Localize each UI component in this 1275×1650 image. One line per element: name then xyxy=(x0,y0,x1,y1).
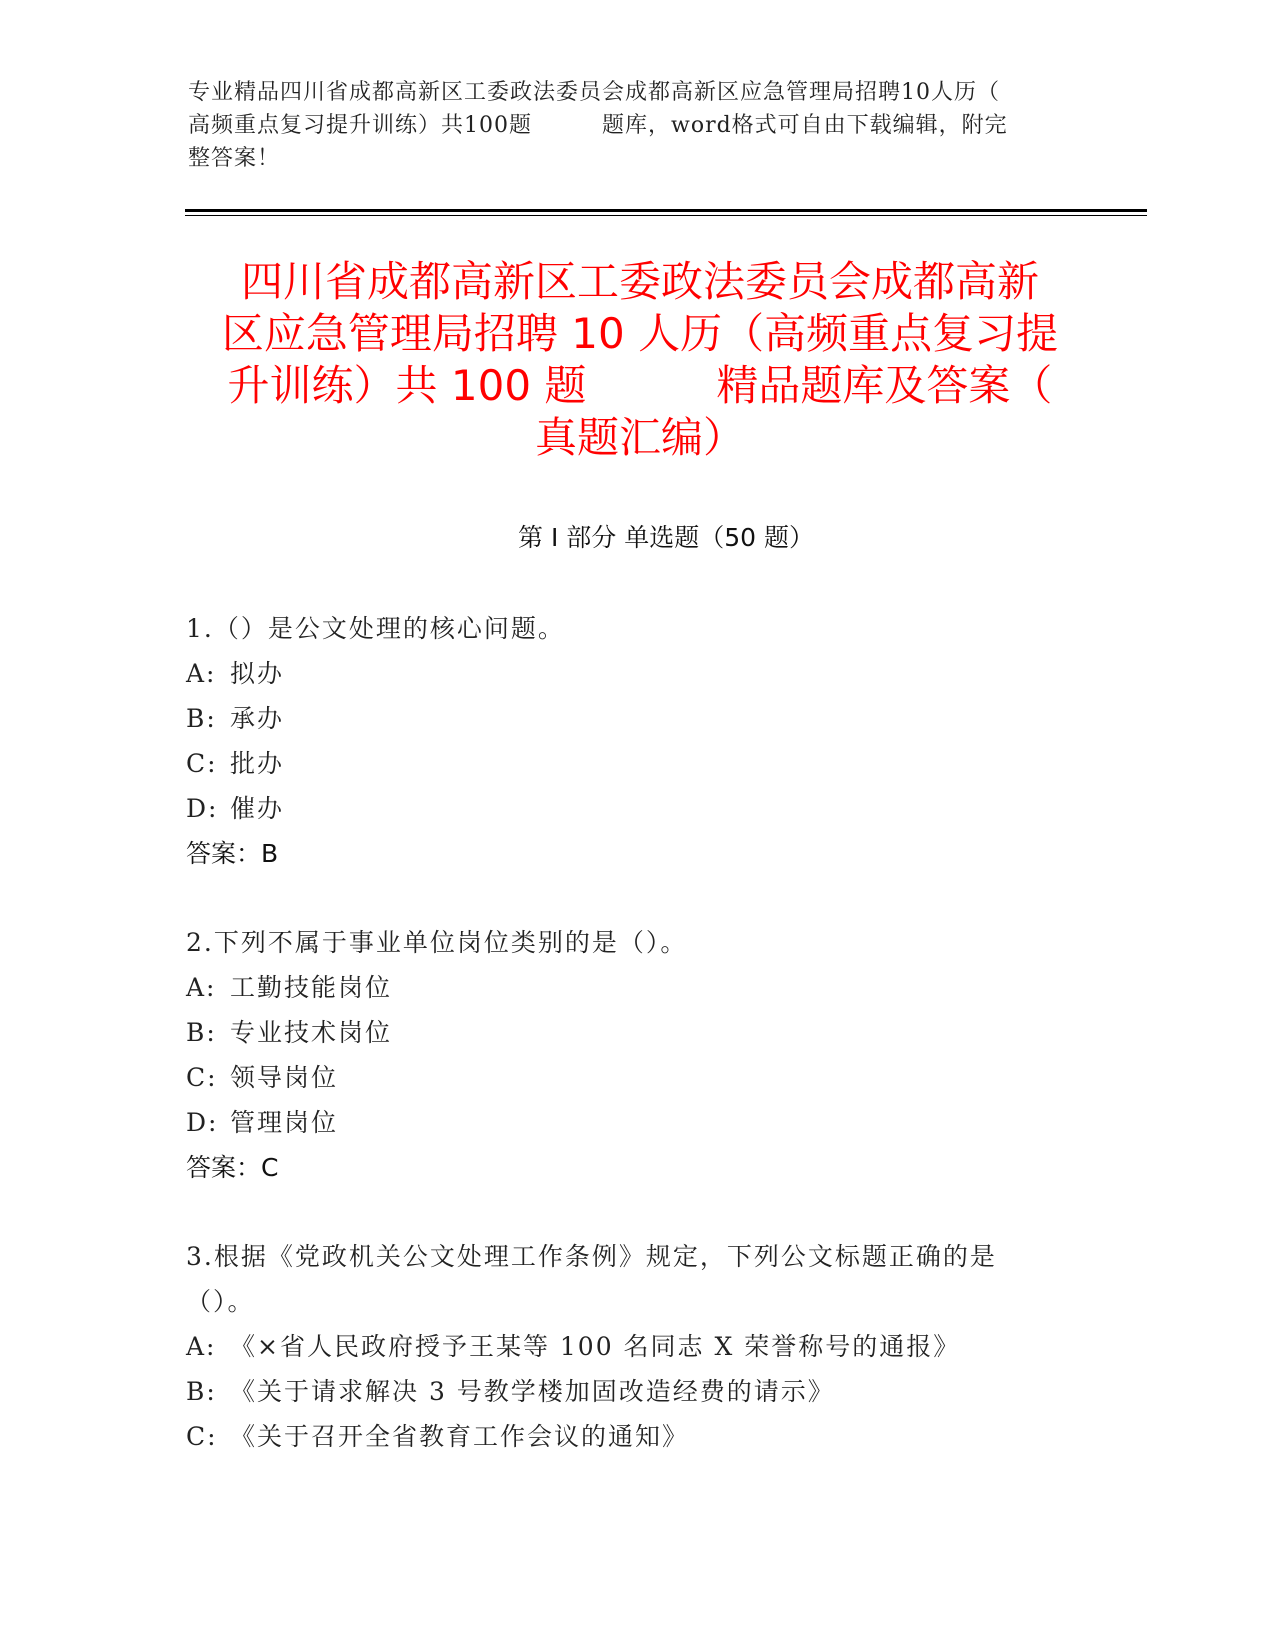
option-text: 拟办 xyxy=(230,659,285,688)
option-label: A: xyxy=(186,1332,217,1361)
question-stem-line-1: 3.根据《党政机关公文处理工作条例》规定，下列公文标题正确的是 xyxy=(186,1242,997,1271)
header-note-line-3: 整答案！ xyxy=(188,146,281,171)
option-a xyxy=(186,965,1066,1010)
option-text: 专业技术岗位 xyxy=(230,1018,393,1047)
header-divider-thick xyxy=(185,209,1147,212)
header-divider-thin xyxy=(185,215,1147,216)
question-3 xyxy=(186,1234,1066,1459)
option-text: 工勤技能岗位 xyxy=(230,973,393,1002)
option-label: B: xyxy=(186,704,217,733)
question-stem-line-2: （）。 xyxy=(186,1287,255,1316)
option-label: A: xyxy=(186,659,217,688)
option-text: 催办 xyxy=(230,794,285,823)
answer: 答案：C xyxy=(186,1153,279,1182)
option-d xyxy=(186,1100,1066,1145)
question-2 xyxy=(186,920,1066,1190)
header-note-line-2-part-2: 题库，word格式可自由下载编辑，附完 xyxy=(602,113,1008,138)
option-b xyxy=(186,696,1066,741)
option-c xyxy=(186,741,1066,786)
header-note-line-2-part-1: 高频重点复习提升训练）共100题 xyxy=(188,113,532,138)
option-label: C: xyxy=(186,1422,218,1451)
option-b xyxy=(186,1369,1066,1414)
option-label: C: xyxy=(186,749,218,778)
option-c xyxy=(186,1414,1066,1459)
document-title-line-4: 真题汇编） xyxy=(534,413,745,462)
option-text: 承办 xyxy=(230,704,285,733)
header-note-line-2 xyxy=(188,109,1068,142)
option-c xyxy=(186,1055,1066,1100)
option-label: D: xyxy=(186,794,219,823)
document-title xyxy=(170,256,1110,464)
option-label: B: xyxy=(186,1018,217,1047)
header-note-line-1: 专业精品四川省成都高新区工委政法委员会成都高新区应急管理局招聘10人历（ xyxy=(188,80,1000,105)
option-text: 《×省人民政府授予王某等 100 名同志 X 荣誉称号的通报》 xyxy=(230,1332,961,1361)
question-stem: 1.（）是公文处理的核心问题。 xyxy=(186,614,565,643)
document-title-line-3 xyxy=(170,360,1110,412)
question-stem: 2.下列不属于事业单位岗位类别的是（）。 xyxy=(186,928,688,957)
option-label: B: xyxy=(186,1377,217,1406)
option-label: C: xyxy=(186,1063,218,1092)
option-b xyxy=(186,1010,1066,1055)
document-title-line-2: 区应急管理局招聘 10 人历（高频重点复习提 xyxy=(221,309,1059,358)
option-text: 批办 xyxy=(230,749,285,778)
option-label: A: xyxy=(186,973,217,1002)
option-text: 领导岗位 xyxy=(230,1063,339,1092)
answer: 答案：B xyxy=(186,839,279,868)
option-a xyxy=(186,1324,1066,1369)
option-text: 《关于请求解决 3 号教学楼加固改造经费的请示》 xyxy=(230,1377,835,1406)
section-title: 第 I 部分 单选题（50 题） xyxy=(518,523,814,552)
question-list xyxy=(186,606,1066,1503)
document-title-line-1: 四川省成都高新区工委政法委员会成都高新 xyxy=(240,257,1039,306)
option-text: 管理岗位 xyxy=(230,1108,339,1137)
header-note xyxy=(188,76,1068,175)
option-d xyxy=(186,786,1066,831)
option-text: 《关于召开全省教育工作会议的通知》 xyxy=(230,1422,690,1451)
option-a xyxy=(186,651,1066,696)
document-title-line-3-part-1: 升训练）共 100 题 xyxy=(227,361,587,410)
option-label: D: xyxy=(186,1108,219,1137)
question-1 xyxy=(186,606,1066,876)
document-title-line-3-part-2: 精品题库及答案（ xyxy=(716,361,1053,410)
